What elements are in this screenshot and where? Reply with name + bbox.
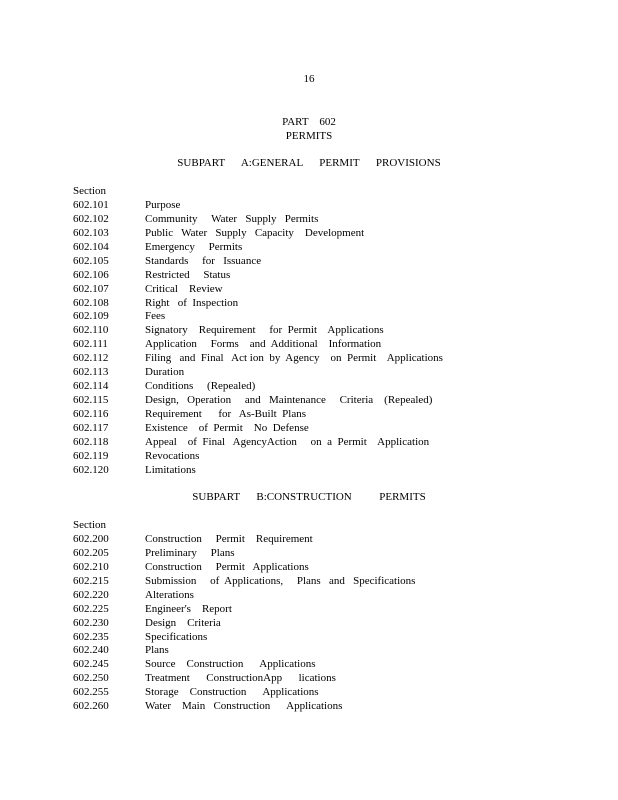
toc-entry — [73, 198, 593, 212]
section-title: Design Criteria — [145, 616, 221, 629]
section-title: Treatment ConstructionApp lications — [145, 672, 336, 685]
toc-entry — [73, 463, 593, 477]
toc-entry — [73, 407, 593, 421]
section-title: Fees — [145, 310, 166, 323]
section-title: Standards for Issuance — [145, 254, 262, 267]
toc-entry — [73, 309, 593, 323]
section-title: Water Main Construction Applications — [145, 700, 343, 713]
section-number: 602.245 — [73, 658, 109, 671]
section-title: Restricted Status — [145, 268, 231, 281]
section-title: Application Forms and Additional Information — [145, 338, 382, 351]
subpart-b-toc — [73, 518, 593, 713]
section-title: Engineer's Report — [145, 602, 232, 615]
section-number: 602.109 — [73, 310, 109, 323]
section-title: Plans — [145, 644, 169, 657]
section-number: 602.117 — [73, 421, 109, 434]
toc-entry — [73, 337, 593, 351]
section-title: Storage Construction Applications — [145, 686, 319, 699]
toc-entry — [73, 630, 593, 644]
section-title: Purpose — [145, 198, 181, 211]
section-number: 602.118 — [73, 435, 109, 448]
section-title: Right of Inspection — [145, 296, 239, 309]
toc-entry — [73, 685, 593, 699]
section-title: Preliminary Plans — [145, 546, 235, 559]
section-number: 602.235 — [73, 630, 109, 643]
toc-entry — [73, 379, 593, 393]
section-number: 602.102 — [73, 212, 109, 225]
section-number: 602.115 — [73, 394, 109, 407]
toc-entry — [73, 574, 593, 588]
section-number: 602.108 — [73, 296, 109, 309]
section-number: 602.112 — [73, 352, 109, 365]
toc-entry — [73, 254, 593, 268]
toc-entry — [73, 560, 593, 574]
toc-entry — [73, 226, 593, 240]
section-number: 602.120 — [73, 463, 109, 476]
section-number: 602.119 — [73, 449, 109, 462]
toc-entry — [73, 268, 593, 282]
toc-entry — [73, 643, 593, 657]
part-title: PERMITS — [285, 130, 333, 142]
section-title: Duration — [145, 366, 185, 379]
toc-entry — [73, 365, 593, 379]
section-number: 602.240 — [73, 644, 109, 657]
section-number: 602.210 — [73, 560, 109, 573]
section-number: 602.250 — [73, 672, 109, 685]
toc-entry — [73, 657, 593, 671]
section-title: Requirement for As-Built Plans — [145, 408, 307, 420]
section-number: 602.205 — [73, 546, 109, 559]
toc-entry — [73, 532, 593, 546]
section-title: Specifications — [145, 630, 208, 643]
toc-entry — [73, 421, 593, 435]
part-heading: PART 602 — [282, 116, 336, 128]
subpart-b-heading: SUBPART B:CONSTRUCTION PERMITS — [192, 491, 426, 503]
toc-entry — [73, 296, 593, 310]
toc-entry — [73, 546, 593, 560]
section-title: Limitations — [145, 463, 196, 476]
section-number: 602.103 — [73, 226, 109, 239]
section-title: Signatory Requirement for Permit Applications — [145, 324, 384, 337]
section-title: Conditions (Repealed) — [145, 380, 256, 393]
section-number: 602.220 — [73, 588, 109, 601]
section-number: 602.114 — [73, 380, 109, 393]
section-title: Source Construction Applications — [145, 658, 316, 671]
section-title: Construction Permit Requirement — [145, 532, 313, 545]
page-number: 16 — [303, 73, 315, 85]
section-number: 602.200 — [73, 532, 109, 545]
section-label: Section — [73, 185, 106, 197]
toc-entry — [73, 616, 593, 630]
section-title: Community Water Supply Permits — [145, 212, 319, 225]
section-number: 602.107 — [73, 282, 109, 295]
subpart-a-heading: SUBPART A:GENERAL PERMIT PROVISIONS — [177, 157, 441, 169]
section-title: Revocations — [145, 449, 200, 462]
toc-entry — [73, 588, 593, 602]
section-number: 602.225 — [73, 602, 109, 615]
section-title: Emergency Permits — [145, 240, 243, 253]
section-number: 602.104 — [73, 240, 109, 253]
section-title: Public Water Supply Capacity Development — [145, 226, 365, 239]
section-number: 602.230 — [73, 616, 109, 629]
section-title: Critical Review — [145, 282, 223, 295]
toc-entry — [73, 351, 593, 365]
toc-entry — [73, 449, 593, 463]
section-title: Alterations — [145, 588, 194, 601]
toc-entry — [73, 240, 593, 254]
section-title: Appeal of Final AgencyAction on a Permit Application — [145, 435, 430, 448]
toc-entry — [73, 282, 593, 296]
section-title: Existence of Permit No Defense — [145, 421, 309, 434]
toc-entry — [73, 671, 593, 685]
section-number: 602.215 — [73, 574, 109, 587]
toc-entry — [73, 212, 593, 226]
section-number: 602.110 — [73, 324, 109, 337]
section-number: 602.111 — [73, 338, 108, 351]
section-number: 602.105 — [73, 254, 109, 267]
section-label: Section — [73, 519, 106, 531]
subpart-a-toc — [73, 184, 593, 477]
section-number: 602.260 — [73, 700, 109, 713]
section-title: Construction Permit Applications — [145, 560, 309, 573]
toc-entry — [73, 393, 593, 407]
toc-entry — [73, 435, 593, 449]
toc-entry — [73, 602, 593, 616]
section-title: Submission of Applications, Plans and Specifications — [145, 574, 416, 587]
section-title: Filing and Final Act ion by Agency on Permit Applications — [145, 352, 443, 365]
section-number: 602.106 — [73, 268, 109, 281]
section-title: Design, Operation and Maintenance Criteria (Repealed) — [145, 394, 433, 407]
section-number: 602.116 — [73, 408, 109, 420]
section-number: 602.101 — [73, 198, 109, 211]
section-number: 602.255 — [73, 686, 109, 699]
section-number: 602.113 — [73, 366, 109, 379]
toc-entry — [73, 699, 593, 713]
toc-entry — [73, 323, 593, 337]
